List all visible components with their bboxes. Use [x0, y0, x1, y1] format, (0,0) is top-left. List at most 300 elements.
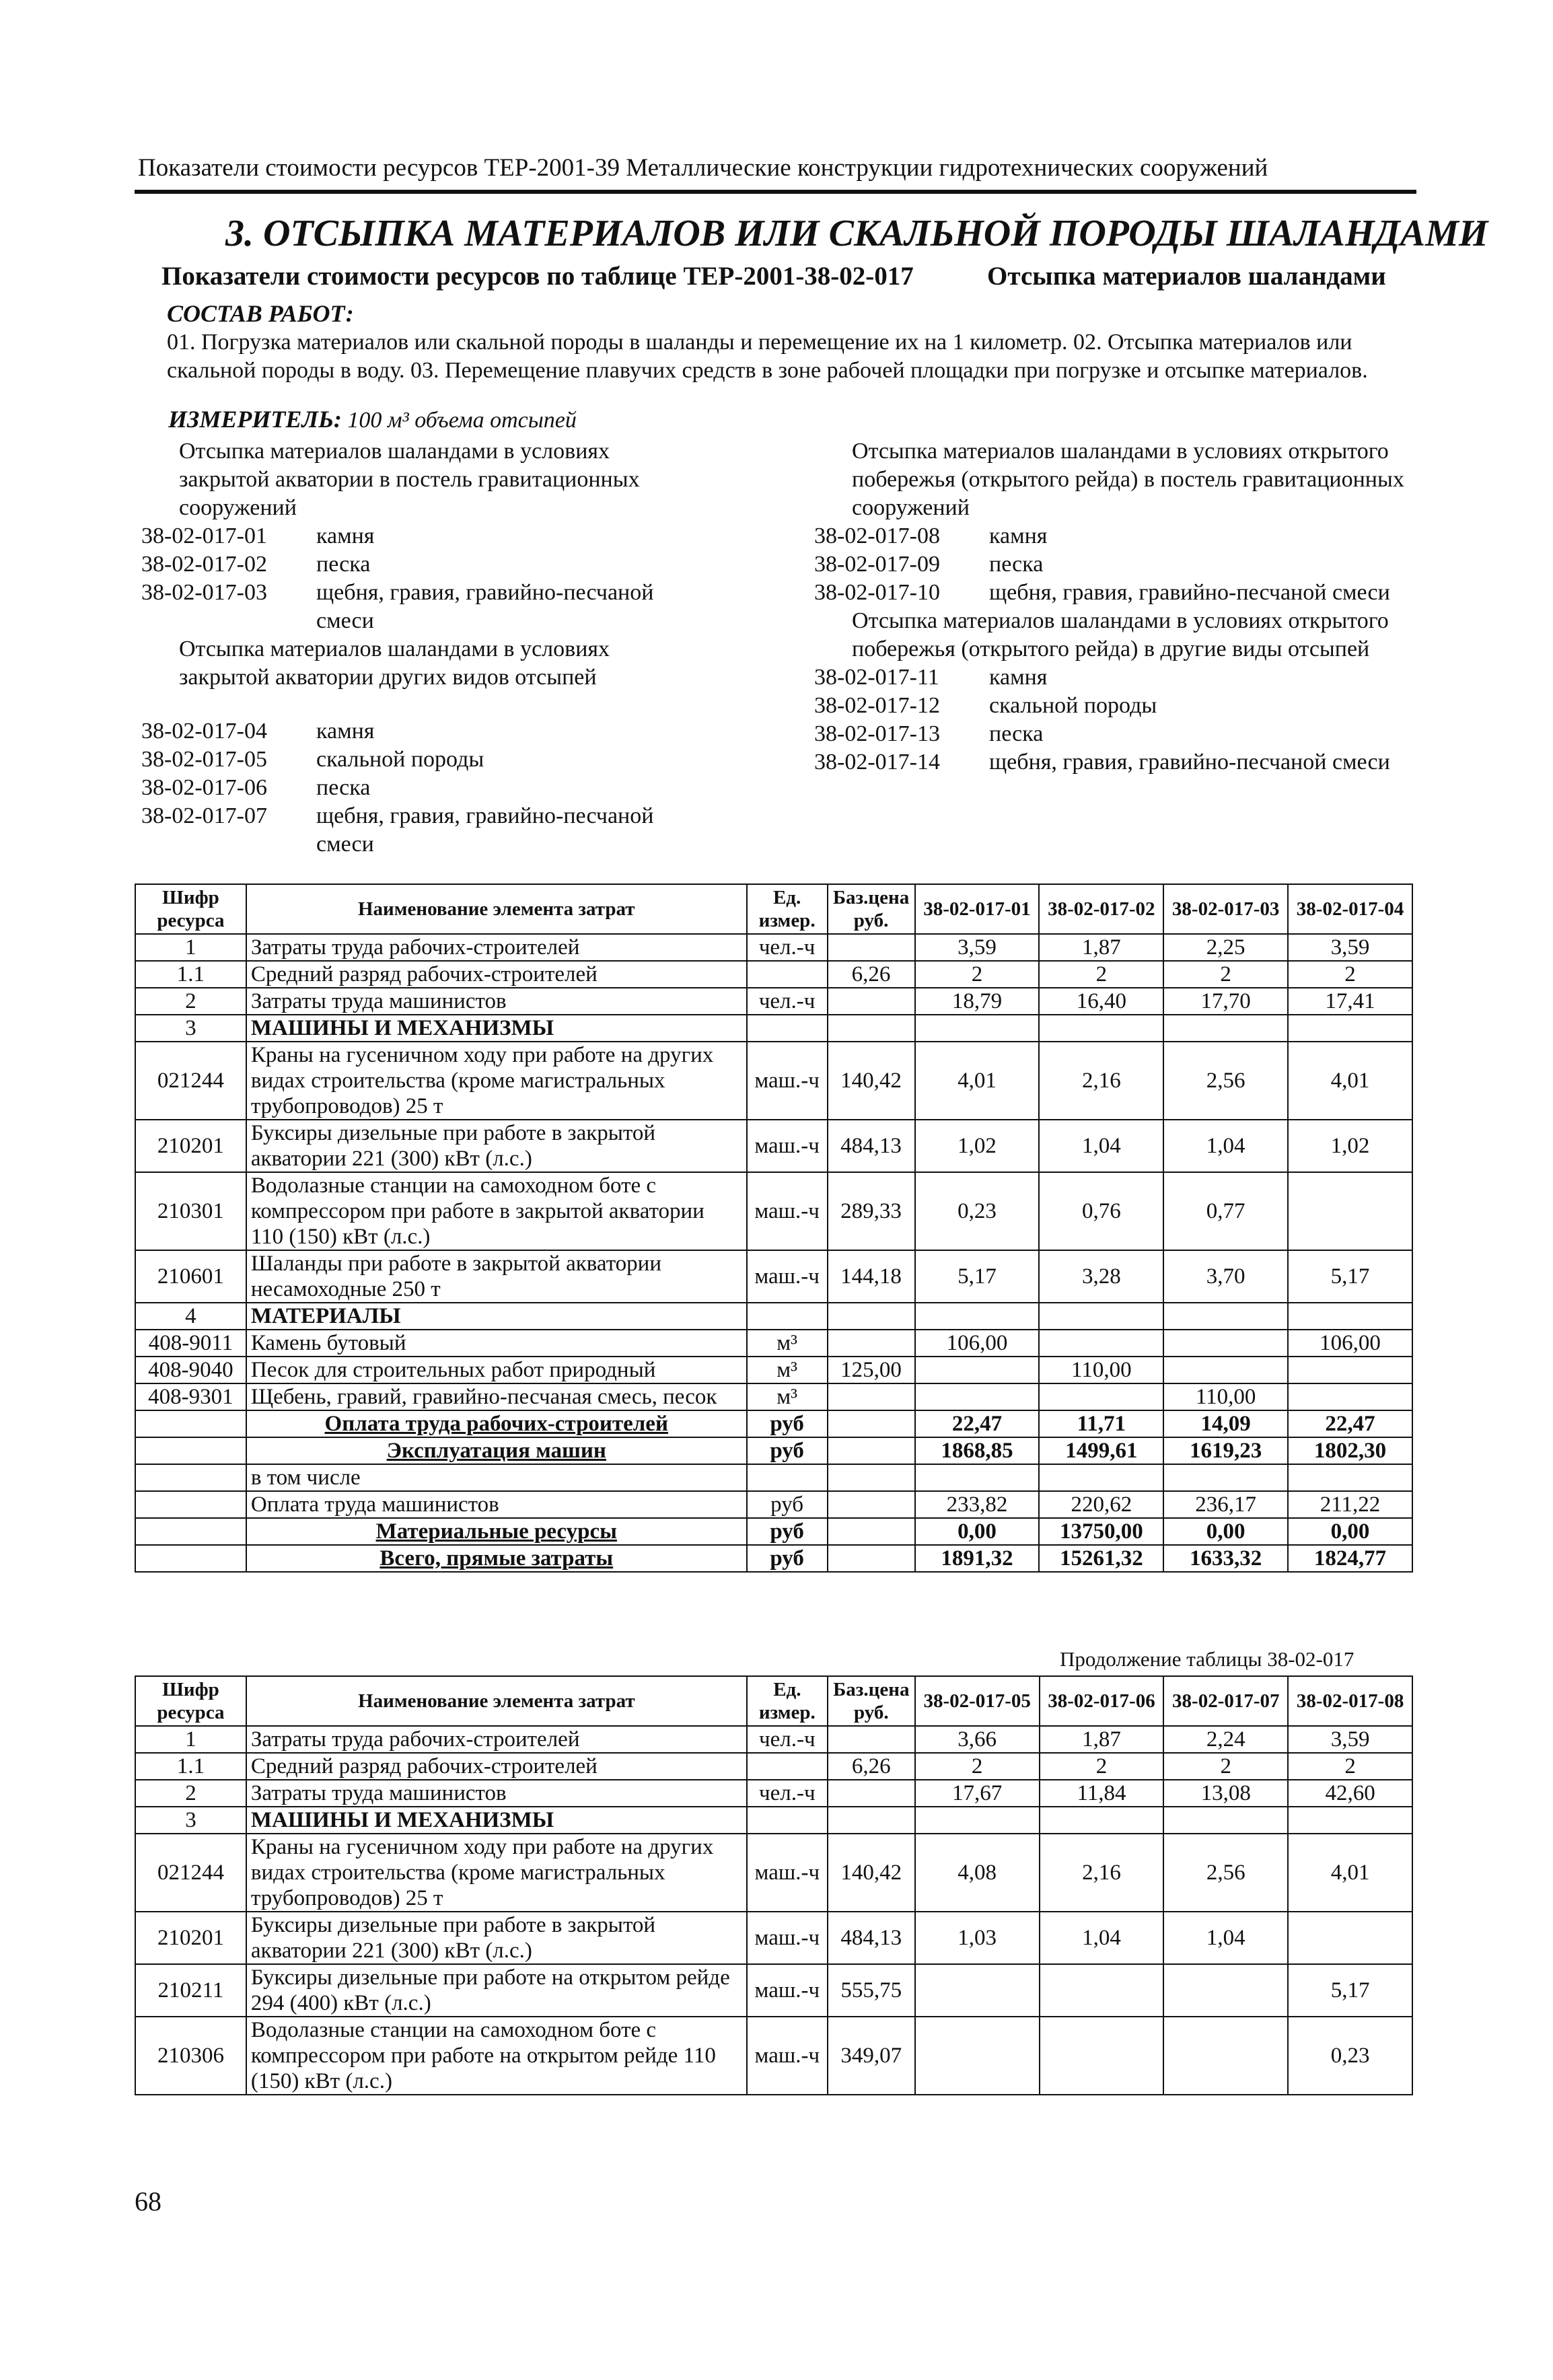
table-cell: [915, 1383, 1040, 1410]
price-code-name: камня: [316, 524, 375, 548]
column-header: Ед. измер.: [747, 884, 828, 934]
table-cell: 13750,00: [1039, 1518, 1163, 1545]
price-code: 38-02-017-02: [141, 552, 267, 577]
table-cell: руб: [747, 1491, 828, 1518]
table-cell: 1: [135, 934, 246, 961]
table-cell: [747, 961, 828, 988]
table-cell: 2: [1288, 961, 1412, 988]
table-cell: 1,87: [1040, 1726, 1164, 1753]
column-header: Шифр ресурса: [135, 884, 246, 934]
price-code: 38-02-017-12: [814, 693, 940, 718]
table-cell: Средний разряд рабочих-строителей: [246, 1753, 747, 1780]
table-cell: 0,00: [1163, 1518, 1288, 1545]
table-cell: 2,16: [1040, 1834, 1164, 1912]
table-cell: [828, 1015, 915, 1042]
table-cell: [915, 1303, 1040, 1330]
table-cell: маш.-ч: [747, 1834, 828, 1912]
measure-label: ИЗМЕРИТЕЛЬ:: [168, 406, 342, 433]
table-cell: 1802,30: [1288, 1437, 1412, 1464]
price-code: 38-02-017-06: [141, 775, 267, 800]
table-cell: 110,00: [1163, 1383, 1288, 1410]
table-row: [135, 1464, 1412, 1491]
table-cell: [1288, 1807, 1412, 1834]
table-row: [135, 934, 1412, 961]
table-cell: руб: [747, 1545, 828, 1572]
right-group1-list: [814, 522, 1413, 607]
works-text: 01. Погрузка материалов или скальной породы в шаланды и перемещение их на 1 километр. 02. Отсыпка материалов или скальной породы в воду. 03. Перемещение плавучих средств в зоне рабочей площадки при погрузке и отсыпке материалов.: [167, 330, 1368, 383]
table-cell: [828, 1437, 915, 1464]
table-cell: 1499,61: [1039, 1437, 1163, 1464]
table-cell: Всего, прямые затраты: [246, 1545, 747, 1572]
table-cell: 0,76: [1039, 1172, 1163, 1250]
table-cell: [1039, 1303, 1163, 1330]
price-code-name: щебня, гравия, гравийно-песчаной смеси: [316, 580, 654, 633]
table-cell: Краны на гусеничном ходу при работе на других видах строительства (кроме магистральных трубопроводов) 25 т: [246, 1834, 747, 1912]
table-cell: [747, 1753, 828, 1780]
table-row: [135, 1545, 1412, 1572]
table-cell: [915, 1464, 1040, 1491]
price-code-name: камня: [989, 524, 1048, 548]
table-row: [135, 1357, 1412, 1383]
column-header: Баз.цена руб.: [828, 1676, 915, 1726]
table-cell: [1040, 1964, 1164, 2017]
table-cell: 1891,32: [915, 1545, 1040, 1572]
table-cell: Затраты труда рабочих-строителей: [246, 1726, 747, 1753]
price-code-item: [141, 802, 700, 859]
table-caption: Показатели стоимости ресурсов по таблице ТЕР-2001-38-02-017: [161, 262, 914, 291]
table-cell: 1619,23: [1163, 1437, 1288, 1464]
table-caption-line: [161, 261, 1386, 291]
works-label: СОСТАВ РАБОТ:: [167, 300, 354, 327]
table-cell: Буксиры дизельные при работе в закрытой акватории 221 (300) кВт (л.с.): [246, 1912, 747, 1964]
section-title: 3. ОТСЫПКА МАТЕРИАЛОВ ИЛИ СКАЛЬНОЙ ПОРОДЫ ШАЛАНДАМИ: [225, 213, 1488, 254]
table-cell: [828, 1518, 915, 1545]
price-code-name: скальной породы: [989, 693, 1157, 718]
price-code: 38-02-017-13: [814, 721, 940, 746]
table-cell: [1039, 1015, 1163, 1042]
price-code-name: песка: [989, 721, 1044, 746]
table-cell: 1868,85: [915, 1437, 1040, 1464]
table-cell: маш.-ч: [747, 1912, 828, 1964]
table-cell: Эксплуатация машин: [246, 1437, 747, 1464]
table-cell: 16,40: [1039, 988, 1163, 1015]
table-subject: Отсыпка материалов шаландами: [987, 262, 1386, 291]
table-cell: 5,17: [915, 1250, 1040, 1303]
column-header: Баз.цена руб.: [828, 884, 915, 934]
column-header: Шифр ресурса: [135, 1676, 246, 1726]
table-cell: [1288, 1303, 1412, 1330]
table-cell: чел.-ч: [747, 1780, 828, 1807]
table-cell: 14,09: [1163, 1410, 1288, 1437]
table-cell: [1163, 2017, 1288, 2095]
table-cell: 140,42: [828, 1834, 915, 1912]
table-cell: Оплата труда рабочих-строителей: [246, 1410, 747, 1437]
table-cell: Затраты труда машинистов: [246, 1780, 747, 1807]
table-cell: [1288, 1912, 1412, 1964]
left-group2-list: [141, 717, 700, 859]
table-cell: 3,59: [1288, 1726, 1412, 1753]
table-row: [135, 1172, 1412, 1250]
table-cell: 2: [1288, 1753, 1412, 1780]
table-cell: 15261,32: [1039, 1545, 1163, 1572]
table-cell: [1163, 1015, 1288, 1042]
price-code-item: [141, 550, 700, 579]
table-cell: м³: [747, 1357, 828, 1383]
running-header: Показатели стоимости ресурсов ТЕР-2001-39 Металлические конструкции гидротехнических сооружений: [138, 154, 1268, 182]
price-code-item: [141, 774, 700, 802]
table-cell: маш.-ч: [747, 1250, 828, 1303]
table-cell: 0,00: [915, 1518, 1040, 1545]
table-cell: 106,00: [1288, 1330, 1412, 1357]
column-header: 38-02-017-08: [1288, 1676, 1412, 1726]
table-cell: [135, 1410, 246, 1437]
table-cell: [915, 2017, 1040, 2095]
table-cell: 0,23: [1288, 2017, 1412, 2095]
table-cell: Краны на гусеничном ходу при работе на других видах строительства (кроме магистральных трубопроводов) 25 т: [246, 1042, 747, 1120]
table-cell: [1288, 1172, 1412, 1250]
table-cell: 236,17: [1163, 1491, 1288, 1518]
table-row: [135, 1303, 1412, 1330]
table-cell: МАШИНЫ И МЕХАНИЗМЫ: [246, 1807, 747, 1834]
table-cell: 210201: [135, 1120, 246, 1172]
table-cell: чел.-ч: [747, 1726, 828, 1753]
table-cell: 484,13: [828, 1912, 915, 1964]
column-header: 38-02-017-07: [1163, 1676, 1288, 1726]
table-cell: Щебень, гравий, гравийно-песчаная смесь, песок: [246, 1383, 747, 1410]
table-cell: 11,84: [1040, 1780, 1164, 1807]
table-row: [135, 1807, 1412, 1834]
table-cell: 5,17: [1288, 1250, 1412, 1303]
table-cell: [1039, 1330, 1163, 1357]
table-cell: Водолазные станции на самоходном боте с компрессором при работе в закрытой акватории 110 (150) кВт (л.с.): [246, 1172, 747, 1250]
table-cell: 1.1: [135, 1753, 246, 1780]
table-cell: 2,24: [1163, 1726, 1288, 1753]
table-cell: 1: [135, 1726, 246, 1753]
table-cell: [828, 1491, 915, 1518]
table-cell: [828, 1464, 915, 1491]
table-row: [135, 1015, 1412, 1042]
table-header-row: [135, 884, 1412, 934]
table-cell: Шаланды при работе в закрытой акватории несамоходные 250 т: [246, 1250, 747, 1303]
continuation-note: Продолжение таблицы 38-02-017: [1060, 1647, 1355, 1671]
table-cell: 0,23: [915, 1172, 1040, 1250]
table-cell: [915, 1807, 1040, 1834]
left-column: [141, 437, 700, 859]
price-code-name: песка: [989, 552, 1044, 577]
table-cell: [1288, 1015, 1412, 1042]
table-cell: 1824,77: [1288, 1545, 1412, 1572]
resource-table-1: [135, 884, 1413, 1573]
price-code: 38-02-017-10: [814, 580, 940, 605]
column-header: 38-02-017-06: [1040, 1676, 1164, 1726]
table-cell: 210301: [135, 1172, 246, 1250]
table-cell: 1,03: [915, 1912, 1040, 1964]
table-cell: маш.-ч: [747, 1120, 828, 1172]
table-cell: [828, 988, 915, 1015]
price-code-name: щебня, гравия, гравийно-песчаной смеси: [316, 803, 654, 857]
right-group2-head: Отсыпка материалов шаландами в условиях открытого побережья (открытого рейда) в другие виды отсыпей: [852, 608, 1389, 661]
column-header: Наименование элемента затрат: [246, 1676, 747, 1726]
table-cell: 4,01: [1288, 1042, 1412, 1120]
table-cell: 17,67: [915, 1780, 1040, 1807]
table-cell: 3: [135, 1807, 246, 1834]
table-cell: 17,41: [1288, 988, 1412, 1015]
table-row: [135, 1330, 1412, 1357]
table-cell: [1163, 1330, 1288, 1357]
table-row: [135, 988, 1412, 1015]
table-cell: [828, 1726, 915, 1753]
table-cell: маш.-ч: [747, 2017, 828, 2095]
table-cell: 211,22: [1288, 1491, 1412, 1518]
measure-line: [168, 405, 577, 433]
table-row: [135, 1491, 1412, 1518]
table-cell: 233,82: [915, 1491, 1040, 1518]
table-cell: 484,13: [828, 1120, 915, 1172]
table-cell: 2: [135, 988, 246, 1015]
price-code-name: камня: [989, 665, 1048, 690]
table-cell: [135, 1437, 246, 1464]
header-rule: [135, 190, 1416, 194]
table-cell: [828, 934, 915, 961]
table-row: [135, 1518, 1412, 1545]
table-cell: 5,17: [1288, 1964, 1412, 2017]
price-code: 38-02-017-07: [141, 803, 267, 828]
table-cell: [915, 1964, 1040, 2017]
table-cell: 13,08: [1163, 1780, 1288, 1807]
table-cell: 2: [1163, 961, 1288, 988]
table-cell: [828, 1410, 915, 1437]
table-cell: 210601: [135, 1250, 246, 1303]
price-code-item: [814, 692, 1413, 720]
price-code: 38-02-017-04: [141, 719, 267, 744]
table-cell: 2: [915, 961, 1040, 988]
table-cell: м³: [747, 1330, 828, 1357]
table-cell: 021244: [135, 1042, 246, 1120]
table-cell: 17,70: [1163, 988, 1288, 1015]
price-code: 38-02-017-05: [141, 747, 267, 772]
table-cell: 3,59: [1288, 934, 1412, 961]
table-cell: 6,26: [828, 1753, 915, 1780]
table-cell: 021244: [135, 1834, 246, 1912]
table-cell: 1,04: [1039, 1120, 1163, 1172]
table-cell: [1163, 1303, 1288, 1330]
price-code-item: [814, 748, 1413, 777]
table-cell: [1163, 1964, 1288, 2017]
price-code-name: скальной породы: [316, 747, 484, 772]
price-code-item: [814, 522, 1413, 550]
table-cell: [915, 1015, 1040, 1042]
table-cell: 408-9040: [135, 1357, 246, 1383]
table-cell: 3,59: [915, 934, 1040, 961]
column-header: Наименование элемента затрат: [246, 884, 747, 934]
price-code: 38-02-017-08: [814, 524, 940, 548]
table-cell: [747, 1464, 828, 1491]
table-cell: 1,87: [1039, 934, 1163, 961]
price-code-name: песка: [316, 552, 371, 577]
table-cell: [135, 1545, 246, 1572]
table-cell: руб: [747, 1437, 828, 1464]
right-group2-list: [814, 663, 1413, 777]
table-cell: руб: [747, 1518, 828, 1545]
price-code-name: щебня, гравия, гравийно-песчаной смеси: [989, 750, 1390, 774]
table-cell: 18,79: [915, 988, 1040, 1015]
price-code-item: [814, 579, 1413, 607]
column-header: 38-02-017-03: [1163, 884, 1288, 934]
table-cell: 0,77: [1163, 1172, 1288, 1250]
table-cell: 2,16: [1039, 1042, 1163, 1120]
table-cell: 2: [1163, 1753, 1288, 1780]
table-cell: Затраты труда рабочих-строителей: [246, 934, 747, 961]
table-cell: 2,56: [1163, 1042, 1288, 1120]
table-cell: руб: [747, 1410, 828, 1437]
table-cell: Средний разряд рабочих-строителей: [246, 961, 747, 988]
table-cell: [828, 1303, 915, 1330]
table-cell: 210306: [135, 2017, 246, 2095]
price-code: 38-02-017-01: [141, 524, 267, 548]
table-cell: [747, 1303, 828, 1330]
page-number: 68: [135, 2186, 161, 2216]
table-cell: [747, 1015, 828, 1042]
price-code-item: [141, 717, 700, 746]
table-cell: 349,07: [828, 2017, 915, 2095]
price-code: 38-02-017-14: [814, 750, 940, 774]
table-cell: [1163, 1807, 1288, 1834]
table-cell: в том числе: [246, 1464, 747, 1491]
table-row: [135, 961, 1412, 988]
table-cell: маш.-ч: [747, 1042, 828, 1120]
table-cell: 555,75: [828, 1964, 915, 2017]
price-code-item: [814, 663, 1413, 692]
table-cell: 2: [1039, 961, 1163, 988]
left-group1-head: Отсыпка материалов шаландами в условиях закрытой акватории в постель гравитационных сооружений: [179, 439, 640, 520]
table-row: [135, 1437, 1412, 1464]
measure-value: 100 м³ объема отсыпей: [347, 408, 577, 433]
table-cell: 3,66: [915, 1726, 1040, 1753]
table-cell: 106,00: [915, 1330, 1040, 1357]
table-cell: 2: [135, 1780, 246, 1807]
table-cell: [135, 1491, 246, 1518]
price-code-item: [814, 720, 1413, 748]
table-cell: 408-9011: [135, 1330, 246, 1357]
table-cell: [135, 1518, 246, 1545]
table-cell: 1,04: [1040, 1912, 1164, 1964]
table-cell: маш.-ч: [747, 1964, 828, 2017]
table-cell: [1039, 1464, 1163, 1491]
table-cell: 140,42: [828, 1042, 915, 1120]
price-code-item: [141, 746, 700, 774]
table-cell: 4,01: [915, 1042, 1040, 1120]
column-header: Ед. измер.: [747, 1676, 828, 1726]
table-cell: [135, 1464, 246, 1491]
table-cell: [828, 1330, 915, 1357]
table-cell: 0,00: [1288, 1518, 1412, 1545]
table-cell: 1,02: [1288, 1120, 1412, 1172]
table-cell: Буксиры дизельные при работе на открытом рейде 294 (400) кВт (л.с.): [246, 1964, 747, 2017]
table-cell: МАШИНЫ И МЕХАНИЗМЫ: [246, 1015, 747, 1042]
table-cell: [828, 1545, 915, 1572]
table-row: [135, 1834, 1412, 1912]
table-cell: чел.-ч: [747, 934, 828, 961]
table-cell: 144,18: [828, 1250, 915, 1303]
table-row: [135, 1780, 1412, 1807]
table-cell: [1288, 1464, 1412, 1491]
table-cell: [828, 1807, 915, 1834]
table-cell: [828, 1383, 915, 1410]
table-cell: 42,60: [1288, 1780, 1412, 1807]
table-cell: Материальные ресурсы: [246, 1518, 747, 1545]
table-cell: 4,01: [1288, 1834, 1412, 1912]
price-code-name: камня: [316, 719, 375, 744]
table-cell: 1,02: [915, 1120, 1040, 1172]
price-code-item: [141, 579, 700, 635]
left-group2-head: Отсыпка материалов шаландами в условиях закрытой акватории других видов отсыпей: [179, 637, 610, 690]
table-cell: 1.1: [135, 961, 246, 988]
price-code-name: песка: [316, 775, 371, 800]
table-cell: 3,28: [1039, 1250, 1163, 1303]
table-cell: 22,47: [915, 1410, 1040, 1437]
table-cell: [1288, 1383, 1412, 1410]
table-cell: Песок для строительных работ природный: [246, 1357, 747, 1383]
table-cell: 210201: [135, 1912, 246, 1964]
price-code: 38-02-017-03: [141, 580, 267, 605]
table-cell: 289,33: [828, 1172, 915, 1250]
table-cell: 22,47: [1288, 1410, 1412, 1437]
table-cell: 2: [1040, 1753, 1164, 1780]
table-cell: 3: [135, 1015, 246, 1042]
table-cell: [1288, 1357, 1412, 1383]
column-header: 38-02-017-01: [915, 884, 1040, 934]
table-row: [135, 1410, 1412, 1437]
table-cell: Буксиры дизельные при работе в закрытой акватории 221 (300) кВт (л.с.): [246, 1120, 747, 1172]
table-cell: [1040, 2017, 1164, 2095]
table-cell: 110,00: [1039, 1357, 1163, 1383]
table-row: [135, 1042, 1412, 1120]
table-cell: [828, 1780, 915, 1807]
table-row: [135, 1120, 1412, 1172]
table-cell: 2: [915, 1753, 1040, 1780]
table-cell: Оплата труда машинистов: [246, 1491, 747, 1518]
table-cell: [1040, 1807, 1164, 1834]
table-row: [135, 1383, 1412, 1410]
price-code: 38-02-017-09: [814, 552, 940, 577]
table-cell: [915, 1357, 1040, 1383]
table-cell: 4,08: [915, 1834, 1040, 1912]
right-group1-head: Отсыпка материалов шаландами в условиях открытого побережья (открытого рейда) в постель гравитационных сооружений: [852, 439, 1404, 520]
table-cell: Камень бутовый: [246, 1330, 747, 1357]
table-cell: [1163, 1357, 1288, 1383]
table-cell: 4: [135, 1303, 246, 1330]
table-cell: [1163, 1464, 1288, 1491]
table-cell: м³: [747, 1383, 828, 1410]
price-code-item: [814, 550, 1413, 579]
column-header: 38-02-017-05: [915, 1676, 1040, 1726]
table-cell: 1,04: [1163, 1912, 1288, 1964]
table-cell: 11,71: [1039, 1410, 1163, 1437]
table-row: [135, 1726, 1412, 1753]
table-cell: 210211: [135, 1964, 246, 2017]
table-cell: 220,62: [1039, 1491, 1163, 1518]
right-column: [814, 437, 1413, 777]
price-code-name: щебня, гравия, гравийно-песчаной смеси: [989, 580, 1390, 605]
table-cell: Водолазные станции на самоходном боте с компрессором при работе на открытом рейде 110 (150) кВт (л.с.): [246, 2017, 747, 2095]
table-cell: [747, 1807, 828, 1834]
table-cell: 1633,32: [1163, 1545, 1288, 1572]
table-cell: 2,56: [1163, 1834, 1288, 1912]
column-header: 38-02-017-04: [1288, 884, 1412, 934]
table-row: [135, 1912, 1412, 1964]
table-cell: 408-9301: [135, 1383, 246, 1410]
table-cell: 1,04: [1163, 1120, 1288, 1172]
